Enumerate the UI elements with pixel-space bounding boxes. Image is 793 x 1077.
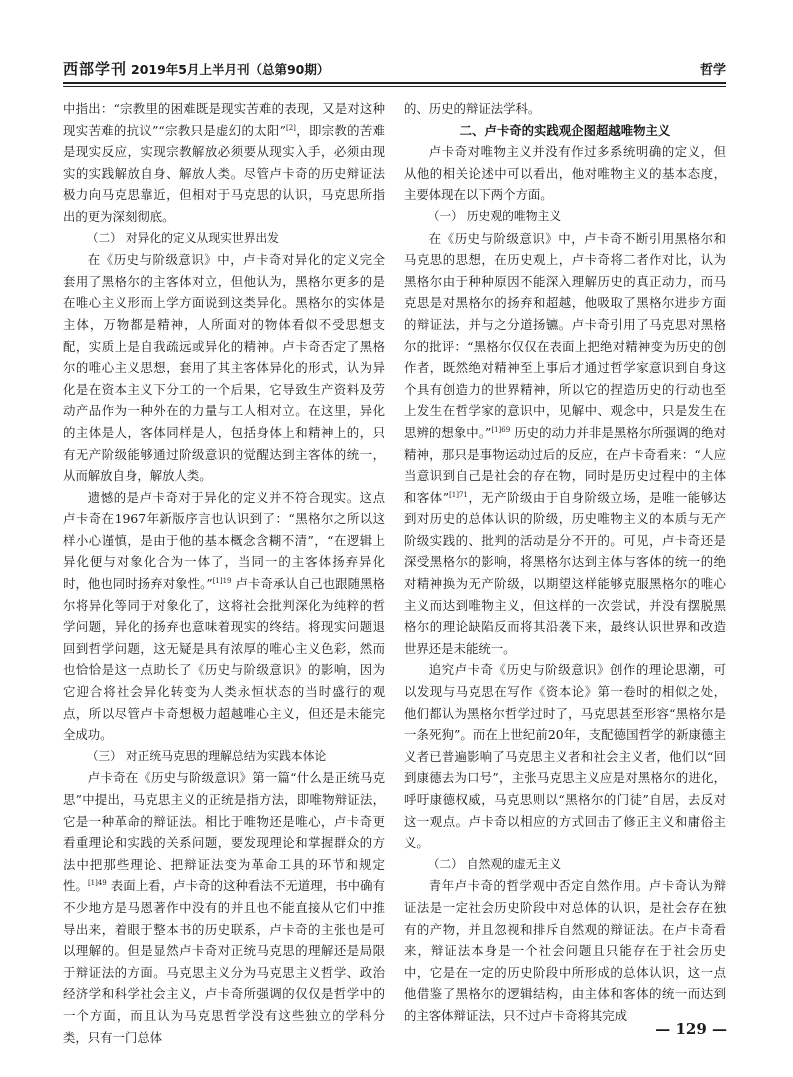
paragraph — [404, 228, 726, 660]
subsection-heading: （三） 对正统马克思的理解总结为实践本体论 — [86, 748, 327, 763]
journal-name: 西部学刊 — [63, 60, 128, 78]
text-run: 卢卡奇承认自己也跟随黑格尔将异化等同于对象化了，这将社会批判深化为纯粹的哲学问题，异化的扬弃也意味着现实的终结。将现实问题退回到哲学问题，这无疑是具有浓厚的唯心主义色彩，然而也恰恰是这一点助长了《历史与阶级意识》的影响，因为它迎合将社会异化转变为人类永恒状态的当时盛行的观点，所以尽管卢卡奇想极力超越唯心主义，但还是未能完全成功。 — [63, 576, 385, 743]
header-rule-thick — [63, 82, 726, 84]
running-header — [63, 58, 726, 80]
citation: [1]49 — [87, 879, 107, 888]
paragraph — [63, 767, 385, 1048]
paragraph — [63, 98, 385, 228]
paragraph — [63, 487, 385, 746]
text-run: 在《历史与阶级意识》中，卢卡奇不断引用黑格尔和马克思的思想，在历史观上，卢卡奇将二者作对比，认为黑格尔由于种种原因不能深入理解历史的真正动力，而马克思是对黑格尔的扬弃和超越，他吸取了黑格尔进步方面的辩证法，并与之分道扬镳。卢卡奇引用了马克思对黑格尔的批评：“黑格尔仅仅在表面上把绝对精神变为历史的创作者，既然绝对精神至上事后才通过哲学家意识到自身这个具有创造力的世界精神，所以它的捏造历史的行动也至上发生在哲学家的意识中，见解中、观念中，只是发生在思辨的想象中。” — [404, 230, 726, 440]
right-column — [404, 98, 726, 1027]
header-rule-thin — [63, 86, 726, 87]
page-number: — 129 — — [655, 1020, 727, 1038]
paragraph: 卢卡奇对唯物主义并没有作过多系统明确的定义，但从他的相关论述中可以看出，他对唯物主义的基本态度，主要体现在以下两个方面。 — [404, 144, 726, 203]
text-run: 卢卡奇在《历史与阶级意识》第一篇“什么是正统马克思”中提出，马克思主义的正统是指方法，即唯物辩证法，它是一种革命的辩证法。相比于唯物还是唯心，卢卡奇更看重理论和实践的关系问题，要发现理论和掌握群众的方法中把那些理论、把辩证法变为革命工具的环节和规定性。 — [63, 770, 385, 894]
section-heading: 二、卢卡奇的实践观企图超越唯物主义 — [459, 122, 671, 138]
citation: [1]71 — [449, 490, 468, 499]
subsection-heading: （一） 历史观的唯物主义 — [427, 208, 562, 223]
subsection-heading: （二） 自然观的虚无主义 — [427, 856, 562, 871]
issue-info: 2019年5月上半月刊（总第90期） — [131, 62, 330, 77]
text-run: ，即宗教的苦难是现实反应，实现宗教解放必须要从现实入手，必须由现实的实践解放自身、解放人类。尽管卢卡奇的历史辩证法极力向马克思靠近，但相对于马克思的认识，马克思所指出的更为深刻彻底。 — [63, 122, 385, 224]
text-run: 中指出：“宗教里的困难既是现实苦难的表现，又是对这种现实苦难的抗议”“宗教只是虚幻的太阳” — [63, 101, 385, 138]
text-run: 表面上看，卢卡奇的这种看法不无道理，书中确有不少地方是马恩著作中没有的并且也不能直接从它们中推导出来，着眼于整本书的历史联系，卢卡奇的主张也是可以理解的。但是显然卢卡奇对正统马克思的理解还是局限于辩证法的方面。马克思主义分为马克思主义哲学、政治经济学和科学社会主义，卢卡奇所强调的仅仅是哲学中的一个方面，而且认为马克思哲学没有这些独立的学科分类，只有一门总体 — [63, 878, 385, 1045]
citation: [1]69 — [491, 425, 511, 434]
paragraph: 在《历史与阶级意识》中，卢卡奇对异化的定义完全套用了黑格尔的主客体对立，但他认为，黑格尔更多的是在唯心主义形而上学方面说到这类异化。黑格尔的实体是主体，万物都是精神，人所面对的物体看似不受思想支配，实质上是自我疏远或异化的精神。卢卡奇否定了黑格尔的唯心主义思想，套用了其主客体异化的形式，认为异化是在资本主义下分工的一个后果，它导致生产资料及劳动产品作为一种外在的力量与工人相对立。在这里，异化的主体是人，客体同样是人，包括身体上和精神上的，只有无产阶级能够通过阶级意识的觉醒达到主客体的统一，从而解放自身，解放人类。 — [63, 252, 385, 484]
left-column — [63, 98, 385, 1048]
citation: [1]19 — [212, 576, 232, 585]
paragraph: 青年卢卡奇的哲学观中否定自然作用。卢卡奇认为辩证法是一定社会历史阶段中对总体的认识，是社会存在独有的产物，并且忽视和排斥自然观的辩证法。在卢卡奇看来，辩证法本身是一个社会问题且只能存在于社会历史中，它是在一定的历史阶段中所形成的总体认识，这一点他借鉴了黑格尔的逻辑结构，由主体和客体的统一而达到的主客体辩证法，只不过卢卡奇将其完成 — [404, 878, 726, 1023]
subsection-heading: （二） 对异化的定义从现实世界出发 — [86, 230, 280, 245]
paragraph: 追究卢卡奇《历史与阶级意识》创作的理论思潮，可以发现与马克思在写作《资本论》第一卷时的相似之处，他们都认为黑格尔哲学过时了，马克思甚至形容“黑格尔是一条死狗”。而在上世纪前20年，支配德国哲学的新康德主义者已普遍影响了马克思主义者和社会主义者，他们以“回到康德去为口号”，主张马克思主义应是对黑格尔的进化，呼吁康德权威，马克思则以“黑格尔的门徒”自居，去反对这一观点。卢卡奇以相应的方式回击了修正主义和庸俗主义。 — [404, 662, 726, 851]
text-run: 历史的动力并非是黑格尔所强调的绝对精神，那只是事物运动过后的反应，在卢卡奇看来：“人应当意识到自己是社会的存在物，同时是历史过程中的主体和客体” — [404, 424, 726, 505]
text-run: 遗憾的是卢卡奇对于异化的定义并不符合现实。这点卢卡奇在1967年新版序言也认识到了：“黑格尔之所以这样小心谨慎，是由于他的基本概念含糊不清”，“在逻辑上异化便与对象化合为一体了，当同一的主客体扬弃异化时，他也同时扬弃对象性。” — [63, 489, 385, 592]
paragraph: 的、历史的辩证法学科。 — [404, 101, 541, 116]
text-run: ，无产阶级由于自身阶级立场，是唯一能够达到对历史的总体认识的阶级，历史唯物主义的本质与无产阶级实践的、批判的活动是分不开的。可见，卢卡奇还是深受黑格尔的影响，将黑格尔达到主体与客体的统一的绝对精神换为无产阶级，以期望这样能够克服黑格尔的唯心主义而达到唯物主义，但这样的一次尝试，并没有摆脱黑格尔的理论缺陷反而将其沿袭下来，最终认识世界和改造世界还是未能统一。 — [404, 489, 727, 656]
citation: [2] — [285, 123, 296, 132]
section-name: 哲学 — [699, 63, 726, 78]
